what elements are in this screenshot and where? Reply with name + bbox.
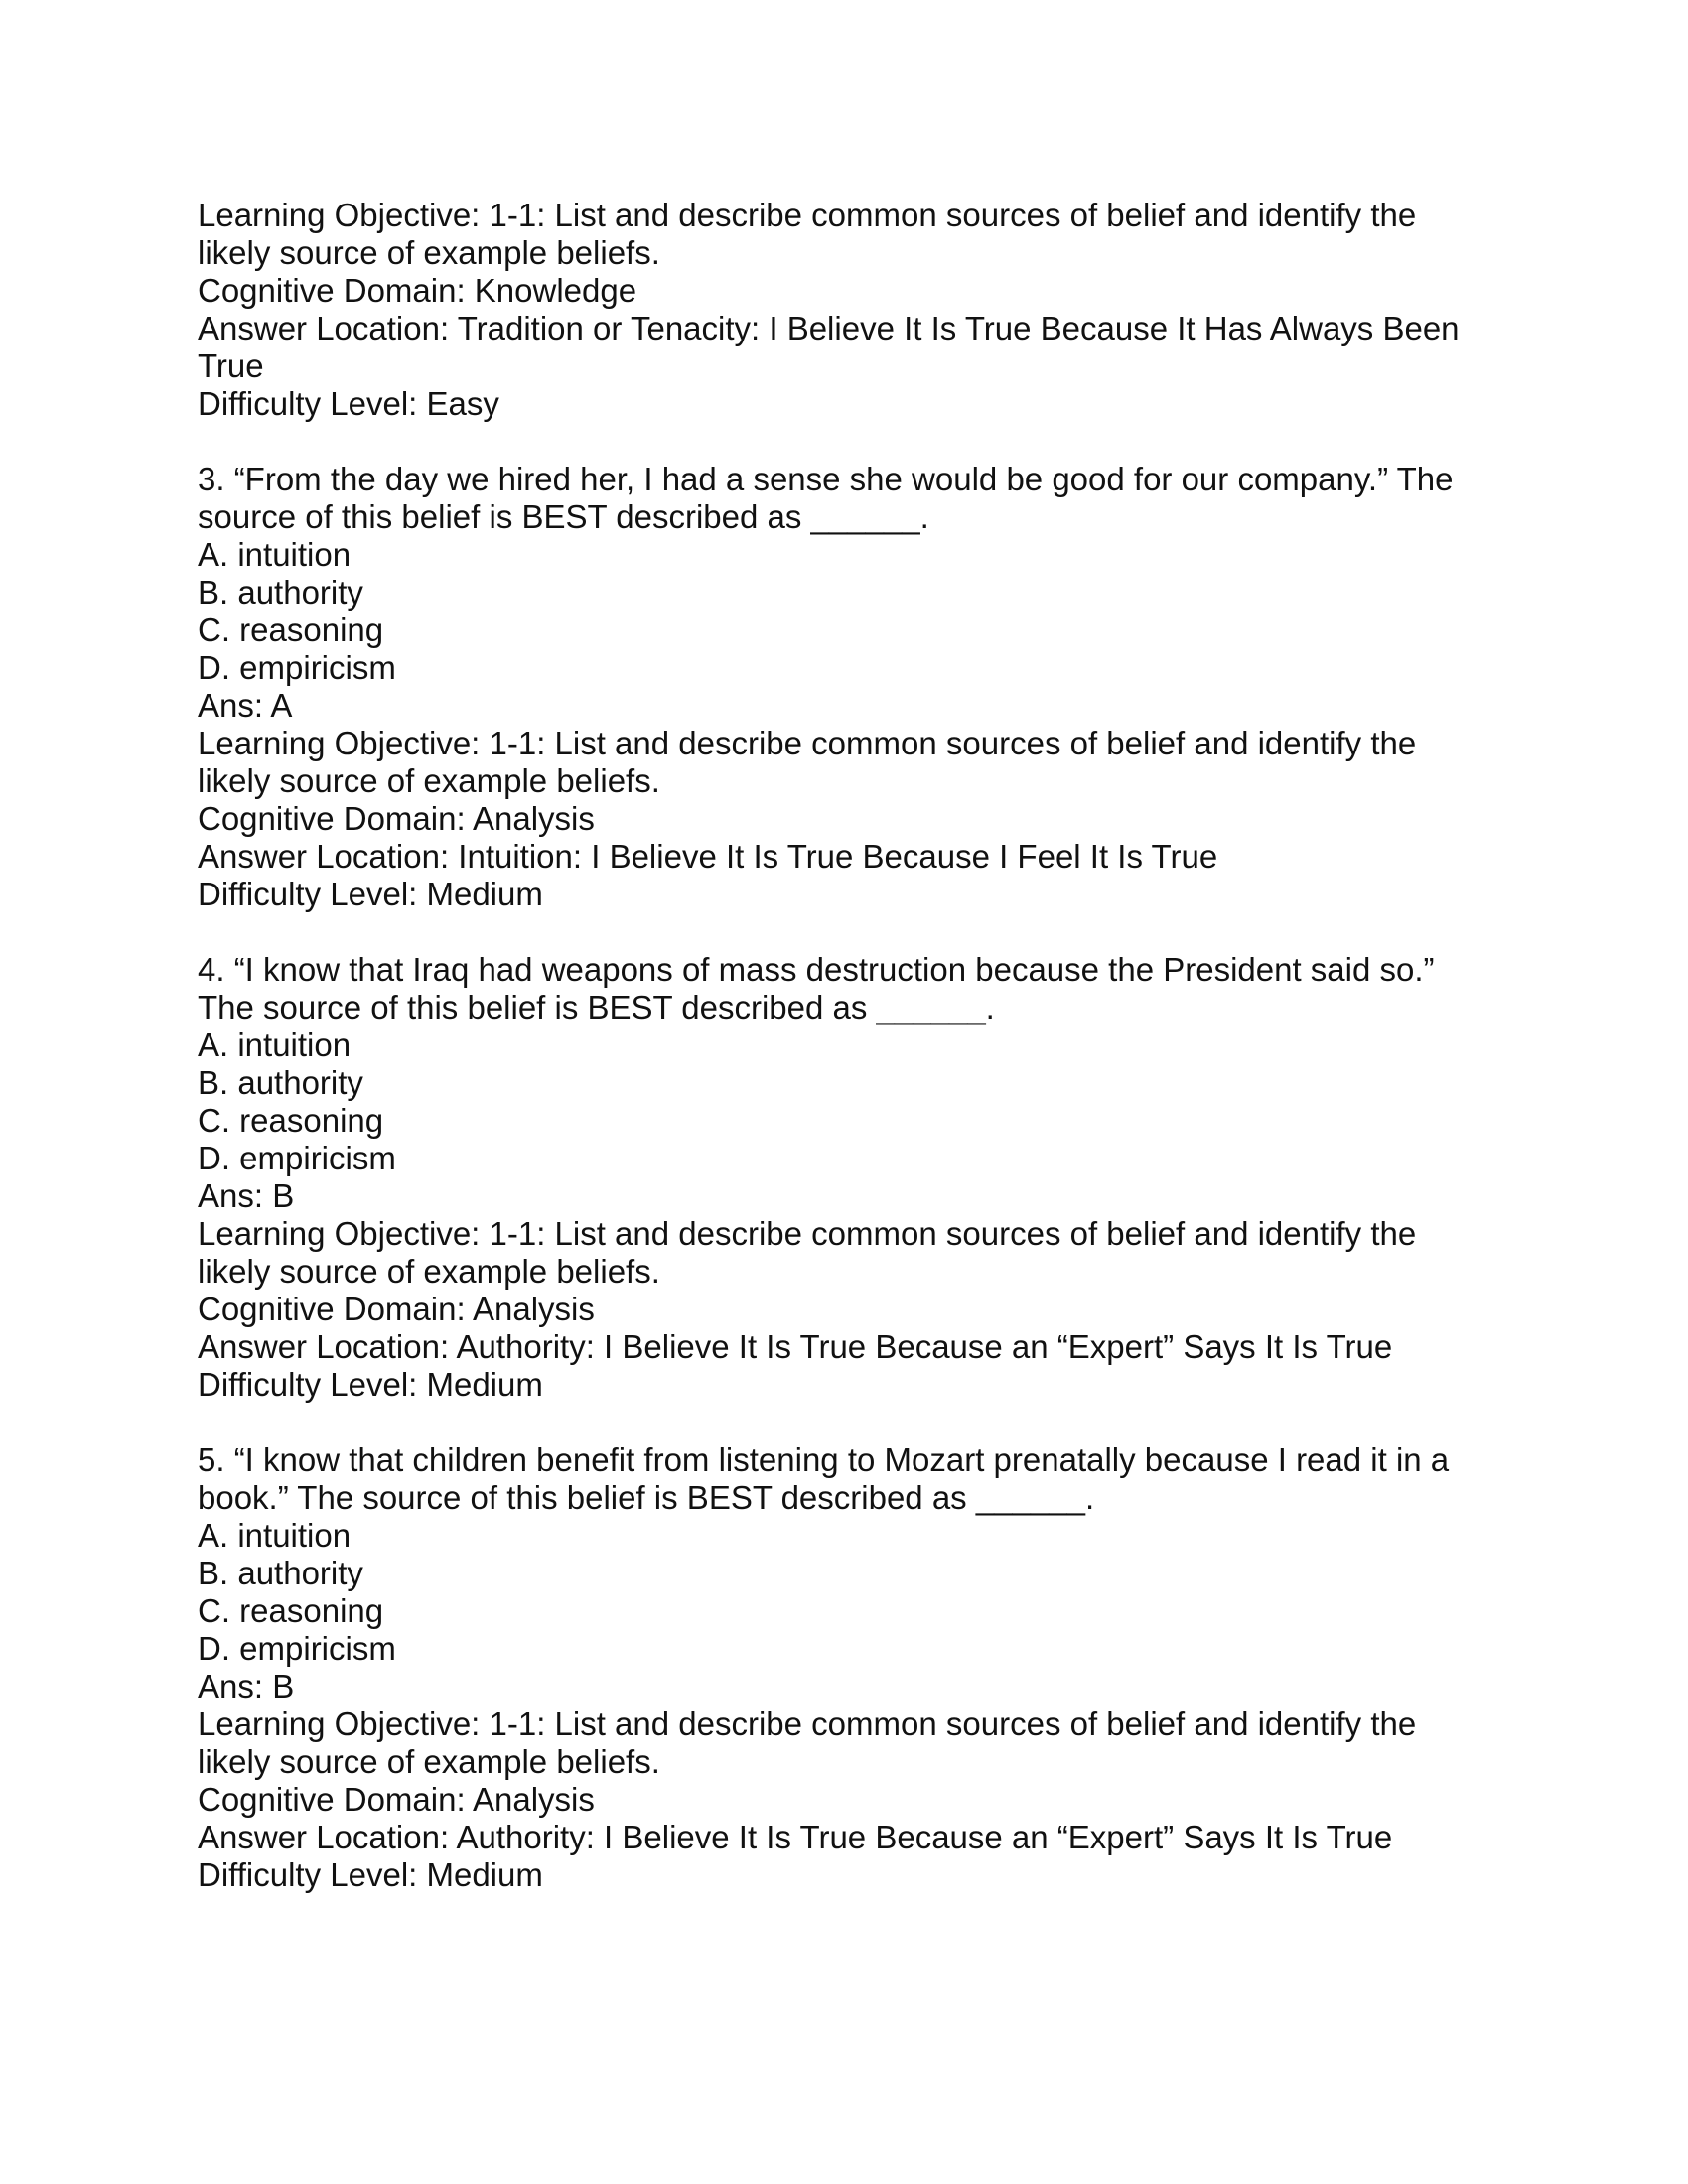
learning-objective-line: Learning Objective: 1-1: List and describe common sources of belief and identify the [198, 1215, 1417, 1252]
option-b: B. authority [198, 574, 363, 611]
learning-objective-line: likely source of example beliefs. [198, 1743, 660, 1780]
question-stem: 5. “I know that children benefit from listening to Mozart prenatally because I read it in a [198, 1441, 1450, 1478]
option-a: A. intuition [198, 1517, 352, 1554]
option-d: D. empiricism [198, 649, 396, 686]
learning-objective-line: likely source of example beliefs. [198, 762, 660, 799]
question-block-5 [198, 1441, 1508, 1894]
cognitive-domain-line: Cognitive Domain: Knowledge [198, 272, 637, 309]
learning-objective-line: likely source of example beliefs. [198, 234, 660, 271]
option-c: C. reasoning [198, 1592, 384, 1629]
option-b: B. authority [198, 1064, 363, 1101]
question-stem: book.” The source of this belief is BEST described as ______. [198, 1479, 1095, 1516]
difficulty-line: Difficulty Level: Easy [198, 385, 499, 422]
option-d: D. empiricism [198, 1630, 396, 1667]
intro-metadata-block [198, 197, 1508, 423]
question-block-4 [198, 951, 1508, 1404]
cognitive-domain-line: Cognitive Domain: Analysis [198, 800, 595, 837]
option-c: C. reasoning [198, 612, 384, 648]
spacer [198, 913, 1508, 951]
difficulty-line: Difficulty Level: Medium [198, 1366, 543, 1403]
option-a: A. intuition [198, 1026, 352, 1063]
learning-objective-line: Learning Objective: 1-1: List and describe common sources of belief and identify the [198, 197, 1417, 233]
answer-location-line: Answer Location: Authority: I Believe It Is True Because an “Expert” Says It Is True [198, 1819, 1393, 1855]
answer-location-line: Answer Location: Authority: I Believe It Is True Because an “Expert” Says It Is True [198, 1328, 1393, 1365]
option-a: A. intuition [198, 536, 352, 573]
option-c: C. reasoning [198, 1102, 384, 1139]
question-stem: The source of this belief is BEST described as ______. [198, 989, 995, 1025]
answer-line: Ans: A [198, 687, 293, 724]
learning-objective-line: Learning Objective: 1-1: List and describe common sources of belief and identify the [198, 1706, 1417, 1742]
answer-line: Ans: B [198, 1668, 295, 1705]
difficulty-line: Difficulty Level: Medium [198, 1856, 543, 1893]
cognitive-domain-line: Cognitive Domain: Analysis [198, 1291, 595, 1327]
answer-location-line: Answer Location: Intuition: I Believe It Is True Because I Feel It Is True [198, 838, 1218, 875]
answer-location-line: True [198, 347, 264, 384]
question-block-3 [198, 461, 1508, 913]
question-stem: 4. “I know that Iraq had weapons of mass destruction because the President said so.” [198, 951, 1435, 988]
difficulty-line: Difficulty Level: Medium [198, 876, 543, 912]
learning-objective-line: Learning Objective: 1-1: List and describe common sources of belief and identify the [198, 725, 1417, 761]
document-page [198, 197, 1508, 1894]
option-d: D. empiricism [198, 1140, 396, 1176]
answer-line: Ans: B [198, 1177, 295, 1214]
question-stem: source of this belief is BEST described as ______. [198, 498, 929, 535]
option-b: B. authority [198, 1555, 363, 1591]
spacer [198, 1404, 1508, 1441]
cognitive-domain-line: Cognitive Domain: Analysis [198, 1781, 595, 1818]
learning-objective-line: likely source of example beliefs. [198, 1253, 660, 1290]
spacer [198, 423, 1508, 461]
question-stem: 3. “From the day we hired her, I had a sense she would be good for our company.” The [198, 461, 1454, 497]
answer-location-line: Answer Location: Tradition or Tenacity: I Believe It Is True Because It Has Always Been [198, 310, 1460, 346]
